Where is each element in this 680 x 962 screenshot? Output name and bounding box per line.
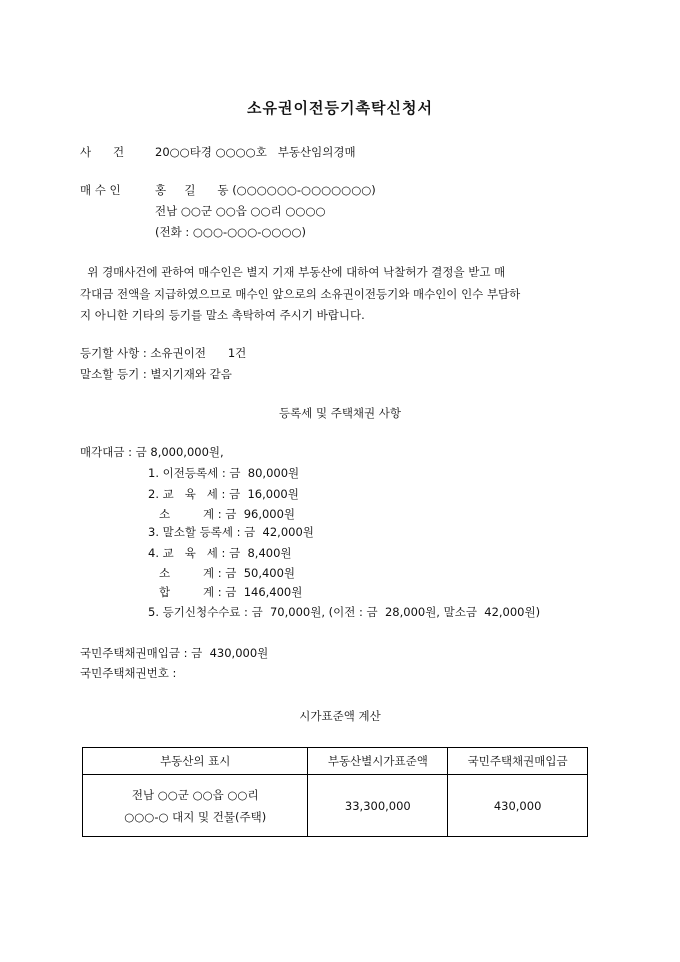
header-bond-amount: 국민주택채권매입금	[448, 748, 588, 775]
buyer-address: 전남 ○○군 ○○읍 ○○리 ○○○○	[155, 204, 326, 218]
property-line: 전남 ○○군 ○○읍 ○○리	[131, 787, 259, 802]
case-value: 20○○타경 ○○○○호 부동산임의경매	[155, 145, 356, 159]
buyer-name: 홍 길 동 (○○○○○○-○○○○○○○)	[155, 183, 376, 197]
price-table-heading: 시가표준액 계산	[299, 709, 381, 723]
cell-bond-amount: 430,000	[448, 775, 588, 837]
header-standard-value: 부동산별시가표준액	[308, 748, 448, 775]
buyer-phone: (전화 : ○○○-○○○-○○○○)	[155, 225, 307, 239]
tax-section-heading: 등록세 및 주택채권 사항	[278, 406, 402, 420]
bond-amount: 국민주택채권매입금 : 금 430,000원	[80, 646, 269, 660]
cell-property	[83, 775, 308, 837]
body-line: 위 경매사건에 관하여 매수인은 별지 기재 부동산에 대하여 낙찰허가 결정을 받고 매	[80, 265, 506, 279]
bond-number: 국민주택채권번호 :	[80, 666, 177, 680]
body-line: 각대금 전액을 지급하였으므로 매수인 앞으로의 소유권이전등기와 매수인이 인수 부담하	[80, 287, 521, 301]
case-label: 사 건	[80, 145, 125, 159]
price-table	[82, 747, 588, 837]
document-title: 소유권이전등기촉탁신청서	[247, 99, 433, 117]
tax-item: 1. 이전등록세 : 금 80,000원	[148, 466, 300, 480]
sale-price-line: 매각대금 : 금 8,000,000원,	[80, 445, 224, 459]
registration-cancel: 말소할 등기 : 별지기재와 같음	[80, 367, 232, 381]
table-header-row	[83, 748, 588, 775]
table-row	[83, 775, 588, 837]
buyer-label: 매 수 인	[80, 183, 121, 197]
registration-item: 등기할 사항 : 소유권이전 1건	[80, 346, 247, 360]
tax-item: 5. 등기신청수수료 : 금 70,000원, (이전 : 금 28,000원, 말소금 42,000원)	[148, 605, 541, 619]
header-property: 부동산의 표시	[83, 748, 308, 775]
tax-item: 소 계 : 금 96,000원	[148, 507, 296, 521]
tax-item: 합 계 : 금 146,400원	[148, 585, 303, 599]
tax-item: 3. 말소할 등록세 : 금 42,000원	[148, 525, 314, 539]
cell-standard-value: 33,300,000	[308, 775, 448, 837]
tax-item: 2. 교 육 세 : 금 16,000원	[148, 487, 299, 501]
body-line: 지 아니한 기타의 등기를 말소 촉탁하여 주시기 바랍니다.	[80, 308, 365, 322]
tax-item: 4. 교 육 세 : 금 8,400원	[148, 546, 292, 560]
property-line: ○○○-○ 대지 및 건물(주택)	[124, 809, 267, 824]
tax-item: 소 계 : 금 50,400원	[148, 566, 296, 580]
